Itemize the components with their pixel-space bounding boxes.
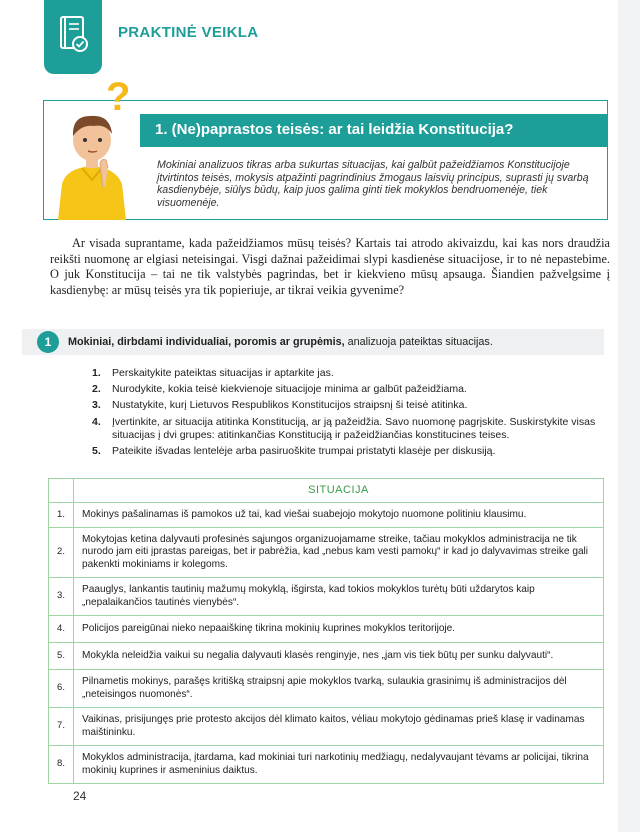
row-text: Paauglys, lankantis tautinių mažumų mokyklą, išgirsta, kad tokios mokyklos turėtų būti uždarytos kaip „nepalaikančios tautinės vienybės“.: [74, 578, 604, 616]
table-row: [49, 503, 604, 528]
step-text: Įvertinkite, ar situacija atitinka Konstituciją, ar ją pažeidžia. Savo nuomonę pagrįskite. Suskirstykite visas situacijas į dvi grupes: atitinkančias Konstituciją ir pažeidžiančias konstitucines teises.: [112, 415, 596, 441]
table-row: [49, 746, 604, 784]
section-tab: [44, 0, 102, 74]
step-number: 4.: [92, 415, 101, 428]
row-text: Mokytojas ketina dalyvauti profesinės sąjungos organizuojamame streike, tačiau mokyklos administracija ne tik nurodo jam eiti įprastas pareigas, bet ir pabrėžia, kad „nebus kam vesti pamokų“ ir kad jo dalyvavimas streike gali pakenkti mokiniams ir kolegoms.: [74, 528, 604, 578]
step-number: 1.: [92, 367, 101, 379]
thinking-boy-illustration: [44, 72, 144, 222]
activity-title: 1. (Ne)paprastos teisės: ar tai leidžia Konstitucija?: [155, 121, 514, 138]
page-edge-strip: [618, 0, 640, 832]
table-row: [49, 708, 604, 746]
task-number-badge: 1: [37, 331, 59, 353]
step-item: [92, 383, 604, 396]
task-instruction-rest: analizuoja pateiktas situacijas.: [344, 336, 493, 348]
step-text: Nurodykite, kokia teisė kiekvienoje situacijoje minima ar galbūt pažeidžiama.: [112, 383, 467, 396]
row-text: Mokyklos administracija, įtardama, kad mokiniai turi narkotinių medžiagų, nedalyvaujant tėvams ar policijai, tikrina mokinių kuprines ir asmeninius daiktus.: [74, 746, 604, 784]
table-header-empty: [49, 479, 74, 503]
situations-table: [48, 478, 604, 784]
row-number: 3.: [49, 578, 74, 616]
row-number: 5.: [49, 643, 74, 670]
step-number: 3.: [92, 399, 101, 412]
table-row: [49, 616, 604, 643]
section-title: PRAKTINĖ VEIKLA: [118, 24, 259, 41]
step-item: [92, 445, 604, 458]
page-number: 24: [73, 789, 87, 803]
row-text: Vaikinas, prisijungęs prie protesto akcijos dėl klimato kaitos, vėliau mokytojo gėdinamas prieš klasę ir vadinamas maištininku.: [74, 708, 604, 746]
step-text: Perskaitykite pateiktas situacijas ir aptarkite jas.: [112, 367, 334, 379]
row-number: 4.: [49, 616, 74, 643]
step-text: Nustatykite, kurį Lietuvos Respublikos Konstitucijos straipsnį ši teisė atitinka.: [112, 399, 468, 412]
activity-description: Mokiniai analizuos tikras arba sukurtas situacijas, kai galbūt pažeidžiamos Konstitucijoje įtvirtintos teisės, mokysis atpažinti pagrindinius žmogaus laisvių principus, suprasti jų svarbą kasdienybėje, siūlys būdų, kaip juos galima ginti tiek mokyklos bendruomenėje, tiek visuomenėje.: [157, 159, 589, 209]
table-header-row: [49, 479, 604, 503]
row-text: Policijos pareigūnai nieko nepaaiškinę tikrina mokinių kuprines mokyklos teritorijoje.: [74, 616, 604, 643]
step-text: Pateikite išvadas lentelėje arba pasiruoškite trumpai pristatyti klasėje per diskusiją.: [112, 445, 496, 458]
row-number: 6.: [49, 670, 74, 708]
row-number: 1.: [49, 503, 74, 528]
row-number: 7.: [49, 708, 74, 746]
row-text: Mokinys pašalinamas iš pamokos už tai, kad viešai suabejojo mokytojo nuomone politiniu klausimu.: [74, 503, 604, 528]
task-instruction-bold: Mokiniai, dirbdami individualiai, poromis ar grupėmis,: [68, 336, 345, 348]
table-row: [49, 643, 604, 670]
row-number: 8.: [49, 746, 74, 784]
step-item: [92, 416, 604, 442]
step-item: [92, 399, 604, 412]
row-text: Pilnametis mokinys, parašęs kritišką straipsnį apie mokyklos tvarką, sulaukia grasinimų iš administracijos dėl „neteisingos nuomonės“.: [74, 670, 604, 708]
table-row: [49, 528, 604, 578]
task-instruction: [68, 336, 493, 348]
intro-paragraph: Ar visada suprantame, kada pažeidžiamos mūsų teisės? Kartais tai atrodo akivaizdu, kai kas nors draudžia reikšti nuomonę ar elgiasi neteisingai. Visgi dažnai pažeidimai slypi kasdienėse situacijose, ir to nė nepastebime. O juk Konstitucija – tai ne tik valstybės pagrindas, bet ir kiekvieno mūsų apsauga. Šiandien pažvelgsime į kasdienybę: ar mūsų teisės yra tik popieriuje, ar tikrai veikia gyvenime?: [50, 236, 610, 297]
table-row: [49, 578, 604, 616]
table-row: [49, 670, 604, 708]
question-mark: ?: [106, 75, 131, 119]
row-text: Mokykla neleidžia vaikui su negalia dalyvauti klasės renginyje, nes „jam vis tiek būtų per sunku dalyvauti“.: [74, 643, 604, 670]
row-number: 2.: [49, 528, 74, 578]
step-number: 2.: [92, 383, 101, 396]
step-item: [92, 367, 604, 380]
step-number: 5.: [92, 445, 101, 458]
steps-list: [92, 367, 604, 461]
table-header-situation: SITUACIJA: [74, 479, 604, 503]
book-check-icon: [55, 12, 91, 58]
